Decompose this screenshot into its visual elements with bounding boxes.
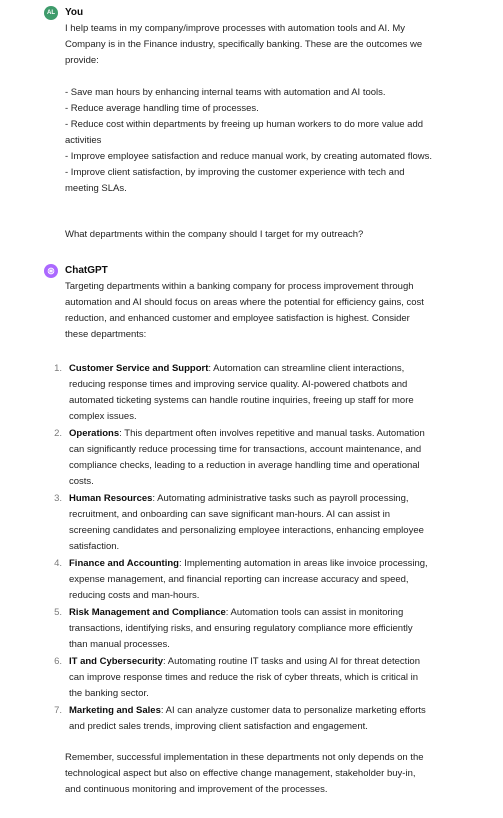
list-number: 4. <box>54 558 62 569</box>
outcome-item: - Save man hours by enhancing internal teams with automation and AI tools. <box>65 87 386 98</box>
department-item <box>54 361 431 425</box>
department-item <box>54 605 431 653</box>
department-text: : Automating administrative tasks such as payroll processing, recruitment, and onboarding can save significant man-hours. AI can assist in screening candidates and personalizing employee interactions, enhancing employee satisfaction. <box>69 493 424 552</box>
list-number: 2. <box>54 428 62 439</box>
outcome-item: - Reduce cost within departments by freeing up human workers to do more value add activities <box>65 119 424 146</box>
assistant-message-body <box>54 279 431 798</box>
department-item <box>54 703 431 735</box>
user-name: You <box>65 7 84 18</box>
list-number: 7. <box>54 705 62 716</box>
list-number: 6. <box>54 656 62 667</box>
department-title: Human Resources <box>69 493 153 504</box>
chatgpt-avatar <box>44 264 58 278</box>
list-number: 5. <box>54 607 62 618</box>
assistant-name: ChatGPT <box>65 265 108 276</box>
department-text: : Automating routine IT tasks and using AI for threat detection can improve response times and reduce the risk of cyber threats, which is critical in the banking sector. <box>69 656 420 699</box>
department-item <box>54 426 431 490</box>
outcome-item: - Improve client satisfaction, by improving the customer experience with tech and meeting SLAs. <box>65 167 405 194</box>
department-item <box>54 491 431 555</box>
department-text: : This department often involves repetitive and manual tasks. Automation can significantly reduce processing time for transactions, account maintenance, and compliance checks, leading to a reduction in average handling time and operational costs. <box>69 428 425 487</box>
department-item <box>54 556 431 604</box>
outcome-item: - Improve employee satisfaction and reduce manual work, by creating automated flows. <box>65 151 432 162</box>
department-text: : Implementing automation in areas like invoice processing, expense management, and financial reporting can increase accuracy and speed, reducing costs and man-hours. <box>69 558 428 601</box>
department-title: Risk Management and Compliance <box>69 607 226 618</box>
user-message-body <box>65 21 440 243</box>
department-text: : AI can analyze customer data to personalize marketing efforts and predict sales trends, improving client satisfaction and engagement. <box>69 705 426 732</box>
assistant-intro: Targeting departments within a banking company for process improvement through automation and AI should focus on areas where the potential for efficiency gains, cost reduction, and enhanced customer and employee satisfaction is highest. Consider these departments: <box>65 281 424 340</box>
user-avatar: AL <box>44 6 58 20</box>
list-number: 1. <box>54 363 62 374</box>
department-title: Operations <box>69 428 120 439</box>
openai-logo-icon <box>46 266 56 276</box>
assistant-closing: Remember, successful implementation in these departments not only depends on the technological aspect but also on effective change management, stakeholder buy-in, and continuous monitoring and improvement of the processes. <box>65 752 424 795</box>
department-text: : Automation can streamline client interactions, reducing response times and improving service quality. AI-powered chatbots and automated ticketing systems can handle routine inquiries, freeing up staff for more complex issues. <box>69 363 414 422</box>
department-item <box>54 654 431 702</box>
user-intro: I help teams in my company/improve processes with automation tools and AI. My Company is in the Finance industry, specifically banking. These are the outcomes we provide: <box>65 23 423 66</box>
department-title: Customer Service and Support <box>69 363 209 374</box>
department-title: IT and Cybersecurity <box>69 656 163 667</box>
user-question: What departments within the company should I target for my outreach? <box>65 229 364 240</box>
outcome-item: - Reduce average handling time of processes. <box>65 103 259 114</box>
department-title: Finance and Accounting <box>69 558 179 569</box>
department-title: Marketing and Sales <box>69 705 161 716</box>
department-list <box>54 361 431 735</box>
department-text: : Automation tools can assist in monitoring transactions, identifying risks, and ensuring regulatory compliance more efficiently than manual processes. <box>69 607 413 650</box>
list-number: 3. <box>54 493 62 504</box>
